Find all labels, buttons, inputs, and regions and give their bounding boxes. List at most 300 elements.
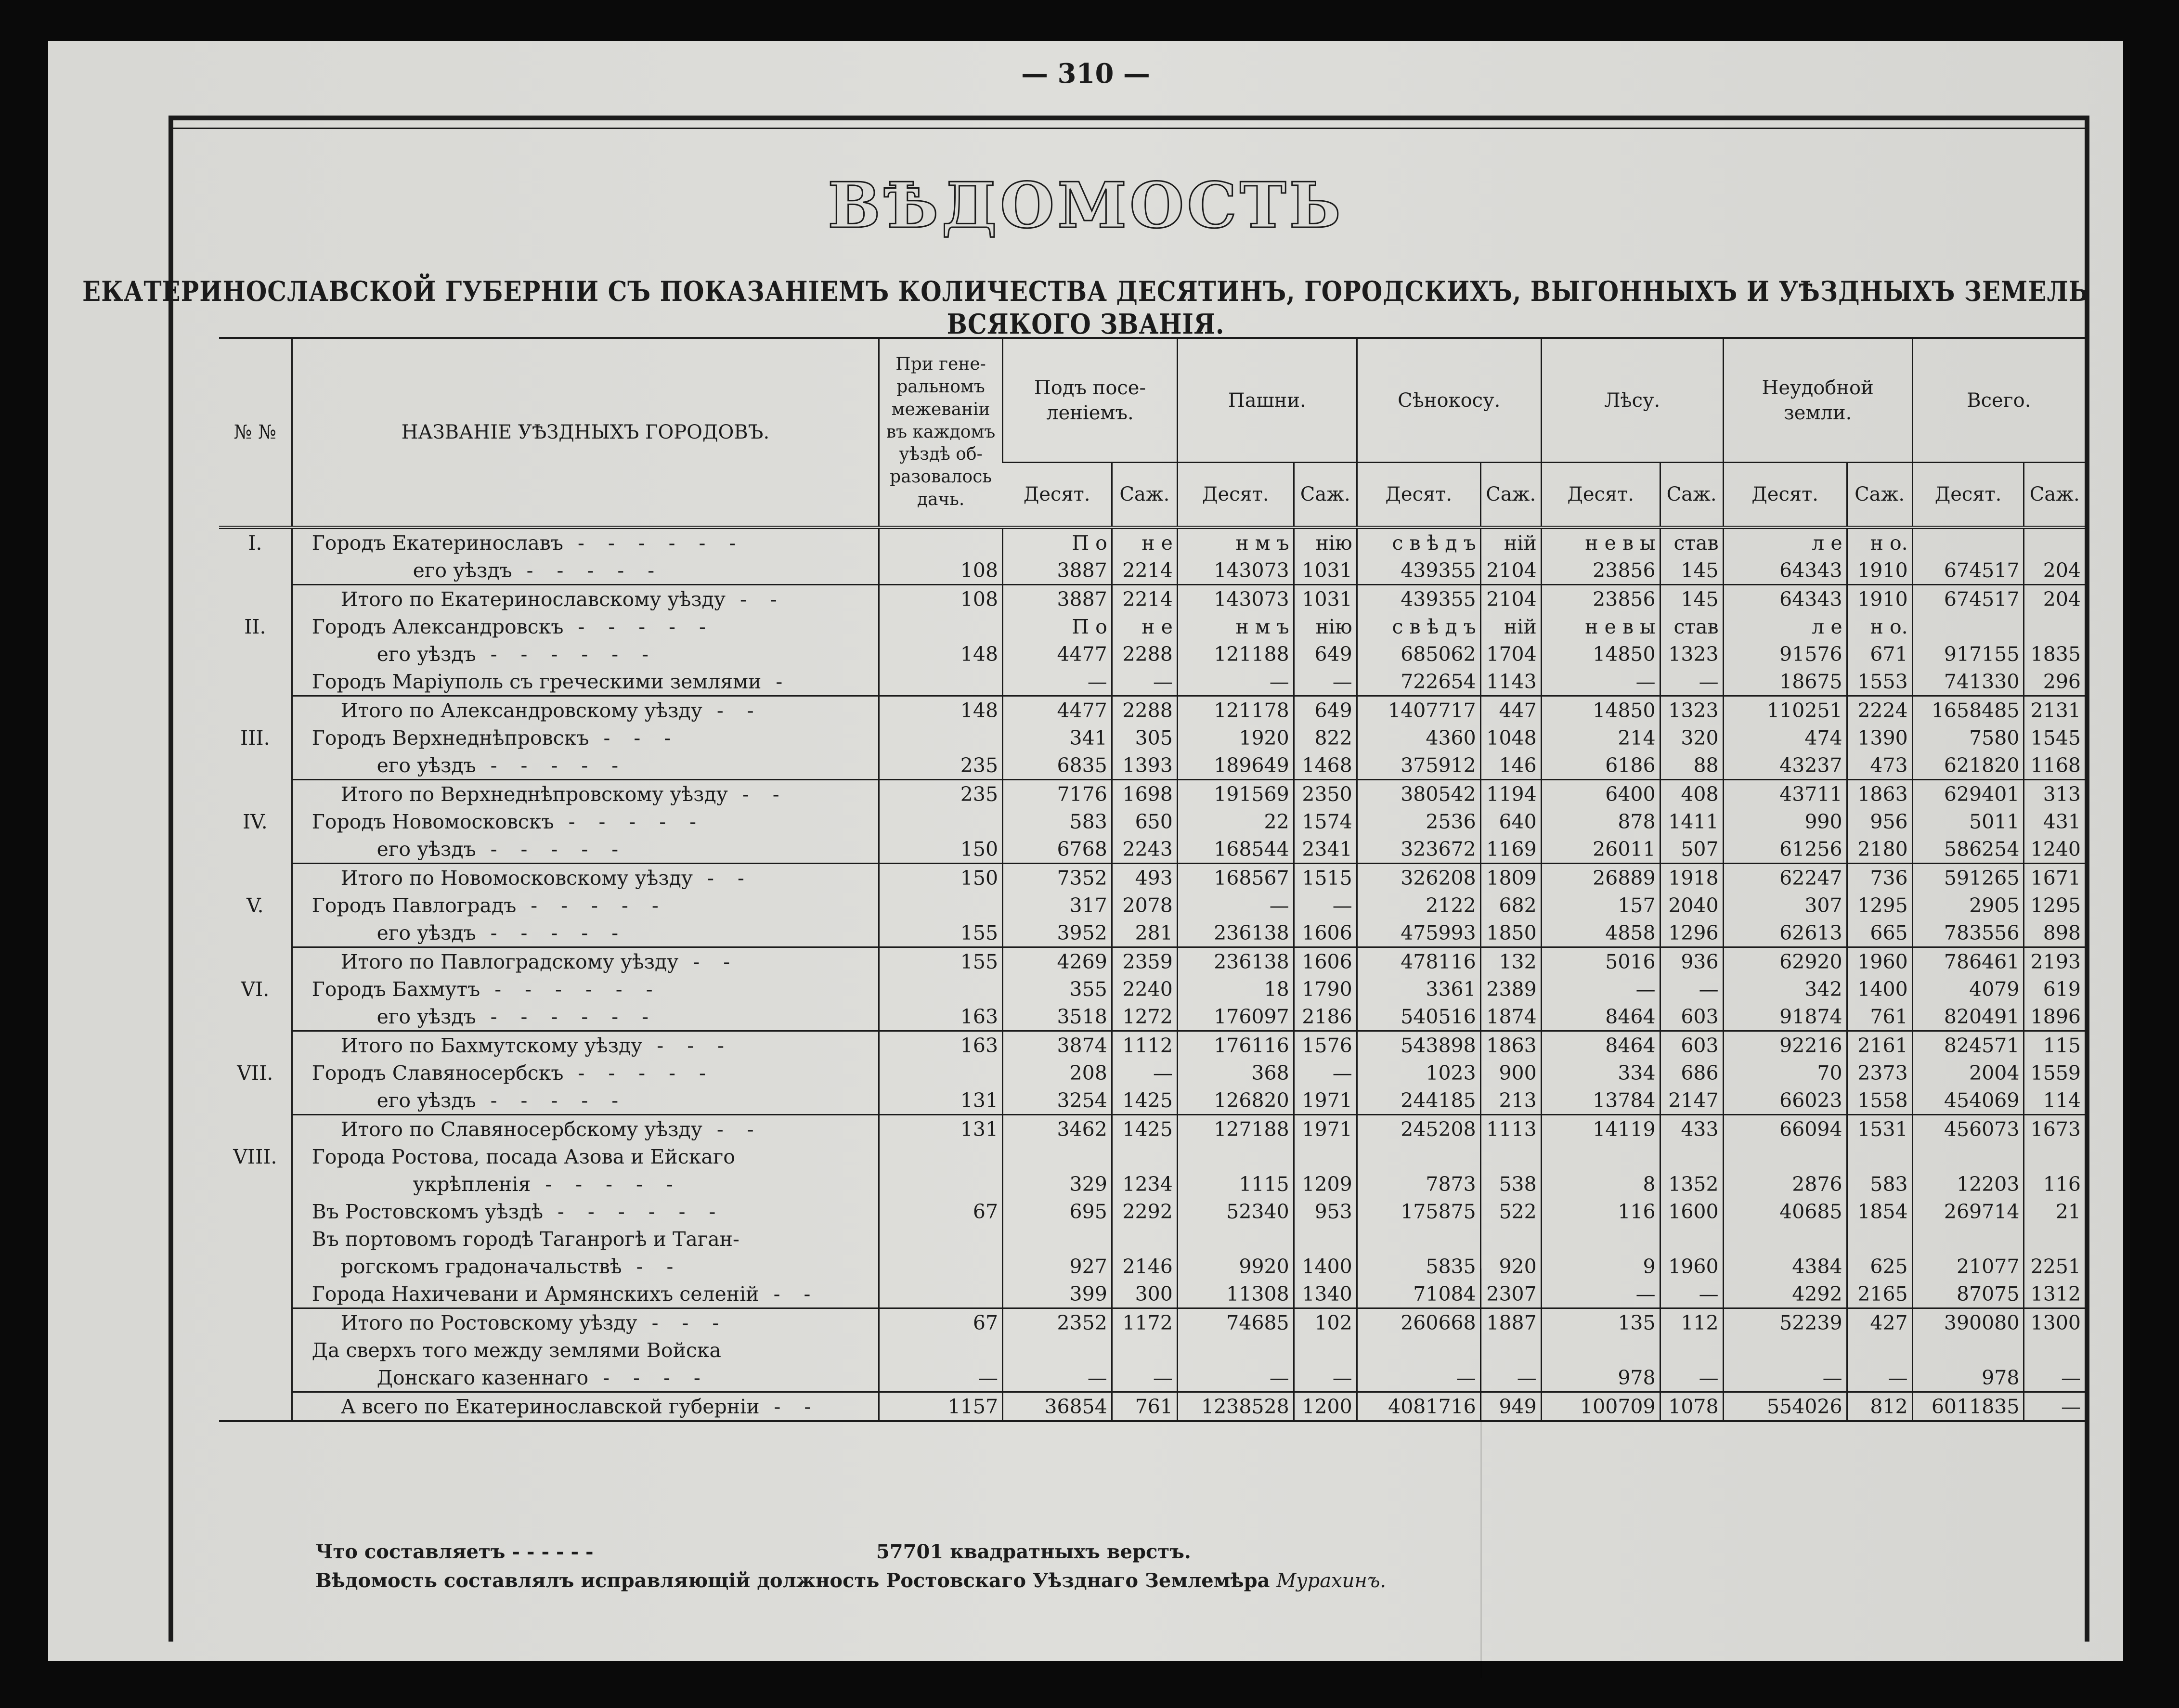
cell-sazh xyxy=(1660,1143,1723,1170)
cell-desyat: 2905 xyxy=(1912,892,2024,919)
cell-sazh: 1558 xyxy=(1847,1087,1912,1115)
cell-desyat xyxy=(1177,1336,1294,1364)
cell-sazh: 1896 xyxy=(2024,1003,2085,1031)
row-dashes: - - xyxy=(693,950,739,973)
cell-desyat: 342 xyxy=(1723,975,1847,1003)
table-row xyxy=(219,1003,2085,1031)
cell-sazh: 1673 xyxy=(2024,1115,2085,1143)
cell-desyat: 8464 xyxy=(1541,1003,1660,1031)
cell-desyat: 62247 xyxy=(1723,864,1847,892)
cell-sazh: — xyxy=(1112,1059,1177,1087)
cell-sazh xyxy=(1112,1225,1177,1253)
cell-sazh: 132 xyxy=(1480,947,1541,976)
row-name-cell xyxy=(292,696,879,725)
cell-sazh: 2214 xyxy=(1112,585,1177,613)
cell-sazh xyxy=(1294,1143,1357,1170)
cell-sazh: — xyxy=(2024,1392,2085,1422)
row-name: Городъ Бахмутъ xyxy=(311,977,480,1001)
cell-desyat xyxy=(1003,1336,1112,1364)
cell-desyat: — xyxy=(1541,1280,1660,1308)
cell-desyat: 390080 xyxy=(1912,1308,2024,1337)
cell-desyat: — xyxy=(1541,668,1660,696)
row-dashes: - - xyxy=(739,587,786,611)
row-number xyxy=(219,835,292,864)
cell-sazh: 408 xyxy=(1660,780,1723,808)
cell-desyat: 341 xyxy=(1003,724,1112,751)
cell-desyat: 741330 xyxy=(1912,668,2024,696)
cell-sazh: 603 xyxy=(1660,1003,1723,1031)
table-row xyxy=(219,528,2085,557)
row-number xyxy=(219,585,292,613)
cell-desyat: 323672 xyxy=(1357,835,1480,864)
cell-sazh: 583 xyxy=(1847,1170,1912,1198)
table-row xyxy=(219,947,2085,976)
cell-sazh: 1272 xyxy=(1112,1003,1177,1031)
cell-desyat: 439355 xyxy=(1357,585,1480,613)
cell-sazh: нію xyxy=(1294,528,1357,557)
cell-desyat: н м ъ xyxy=(1177,528,1294,557)
row-dachas: 67 xyxy=(879,1308,1003,1337)
cell-desyat: 62613 xyxy=(1723,919,1847,947)
cell-sazh: 296 xyxy=(2024,668,2085,696)
cell-sazh: — xyxy=(1480,1364,1541,1392)
row-name: Итого по Ростовскому уѣзду xyxy=(340,1311,637,1334)
cell-desyat xyxy=(1541,1336,1660,1364)
header-settlement: Подъ посе-леніемъ. xyxy=(1003,338,1178,463)
cell-sazh: 761 xyxy=(1112,1392,1177,1422)
row-name-cell xyxy=(292,528,879,557)
cell-sazh: 1790 xyxy=(1294,975,1357,1003)
row-number xyxy=(219,640,292,668)
cell-desyat: н м ъ xyxy=(1177,613,1294,640)
row-dashes: - xyxy=(776,670,791,693)
row-name: Городъ Александровскъ xyxy=(311,615,564,638)
cell-desyat: 36854 xyxy=(1003,1392,1112,1422)
cell-sazh: 1809 xyxy=(1480,864,1541,892)
cell-desyat: 586254 xyxy=(1912,835,2024,864)
row-dachas xyxy=(879,528,1003,557)
cell-desyat: 260668 xyxy=(1357,1308,1480,1337)
cell-desyat: 1407717 xyxy=(1357,696,1480,725)
table-row xyxy=(219,1198,2085,1225)
row-dachas xyxy=(879,724,1003,751)
cell-sazh: 1340 xyxy=(1294,1280,1357,1308)
cell-sazh: 1425 xyxy=(1112,1115,1177,1143)
cell-sazh: 953 xyxy=(1294,1198,1357,1225)
row-dashes: - - xyxy=(636,1255,682,1278)
row-name: его уѣздъ xyxy=(376,837,476,861)
cell-desyat: 6011835 xyxy=(1912,1392,2024,1422)
cell-sazh: — xyxy=(1112,668,1177,696)
cell-desyat: 110251 xyxy=(1723,696,1847,725)
row-name-cell xyxy=(292,640,879,668)
row-name: Итого по Александровскому уѣзду xyxy=(340,699,702,722)
cell-desyat: 70 xyxy=(1723,1059,1847,1087)
row-dachas xyxy=(879,1280,1003,1308)
row-dashes: - - - - xyxy=(603,1366,709,1389)
cell-sazh: 1553 xyxy=(1847,668,1912,696)
cell-desyat: 439355 xyxy=(1357,556,1480,585)
cell-sazh: 2146 xyxy=(1112,1253,1177,1280)
cell-desyat: 7873 xyxy=(1357,1170,1480,1198)
cell-desyat: 6768 xyxy=(1003,835,1112,864)
row-dashes: - - - - - - xyxy=(490,642,657,666)
cell-desyat: 62920 xyxy=(1723,947,1847,976)
cell-sazh: 473 xyxy=(1847,751,1912,780)
document-sheet xyxy=(48,41,2123,1661)
table-row xyxy=(219,668,2085,696)
cell-desyat: — xyxy=(1357,1364,1480,1392)
cell-sazh: 1352 xyxy=(1660,1170,1723,1198)
cell-sazh: 1390 xyxy=(1847,724,1912,751)
row-name: Городъ Новомосковскъ xyxy=(311,810,554,833)
row-number: VIII. xyxy=(233,1145,277,1168)
cell-desyat: 4081716 xyxy=(1357,1392,1480,1422)
row-name: его уѣздъ xyxy=(376,642,476,666)
row-dashes: - - - - - xyxy=(531,893,667,917)
cell-desyat: 22 xyxy=(1177,808,1294,835)
cell-sazh: 1234 xyxy=(1112,1170,1177,1198)
cell-sazh: 1400 xyxy=(1847,975,1912,1003)
cell-desyat: 23856 xyxy=(1541,585,1660,613)
cell-sazh xyxy=(1480,1143,1541,1170)
row-dashes: - - - - - xyxy=(545,1172,682,1196)
row-dachas xyxy=(879,1253,1003,1280)
row-dashes: - - - - - - xyxy=(577,531,745,555)
cell-desyat: 236138 xyxy=(1177,947,1294,976)
cell-sazh: став xyxy=(1660,613,1723,640)
cell-sazh: 320 xyxy=(1660,724,1723,751)
cell-desyat: 7352 xyxy=(1003,864,1112,892)
cell-sazh: 313 xyxy=(2024,780,2085,808)
cell-desyat: 2352 xyxy=(1003,1308,1112,1337)
cell-desyat: 87075 xyxy=(1912,1280,2024,1308)
row-name-cell xyxy=(292,1198,879,1225)
cell-desyat: 554026 xyxy=(1723,1392,1847,1422)
cell-sazh: 1323 xyxy=(1660,640,1723,668)
cell-sazh: 204 xyxy=(2024,585,2085,613)
cell-sazh: 1576 xyxy=(1294,1031,1357,1060)
cell-desyat: — xyxy=(1003,668,1112,696)
row-name-cell xyxy=(292,1170,879,1198)
row-name: его уѣздъ xyxy=(376,1088,476,1112)
cell-sazh xyxy=(2024,1336,2085,1364)
cell-sazh xyxy=(2024,1225,2085,1253)
cell-desyat: 21077 xyxy=(1912,1253,2024,1280)
row-number xyxy=(219,1170,292,1198)
cell-desyat: 4360 xyxy=(1357,724,1480,751)
row-name-cell xyxy=(292,613,879,640)
cell-desyat: — xyxy=(1177,892,1294,919)
cell-sazh: 649 xyxy=(1294,640,1357,668)
row-name: его уѣздъ xyxy=(376,1005,476,1028)
row-name-cell xyxy=(292,892,879,919)
cell-sazh xyxy=(1112,1336,1177,1364)
cell-desyat xyxy=(1723,1143,1847,1170)
cell-sazh: 1960 xyxy=(1660,1253,1723,1280)
row-name: А всего по Екатеринославской губерніи xyxy=(340,1395,760,1418)
row-number xyxy=(219,1336,292,1364)
row-name-cell xyxy=(292,585,879,613)
cell-desyat: П о xyxy=(1003,528,1112,557)
cell-desyat: 1238528 xyxy=(1177,1392,1294,1422)
cell-desyat: 8464 xyxy=(1541,1031,1660,1060)
cell-sazh: 1031 xyxy=(1294,556,1357,585)
table-row xyxy=(219,1087,2085,1115)
cell-desyat: 927 xyxy=(1003,1253,1112,1280)
cell-desyat: 6186 xyxy=(1541,751,1660,780)
table-row xyxy=(219,1170,2085,1198)
cell-desyat: с в ѣ д ъ xyxy=(1357,528,1480,557)
row-dachas: 67 xyxy=(879,1198,1003,1225)
cell-desyat: 127188 xyxy=(1177,1115,1294,1143)
cell-sazh: 2104 xyxy=(1480,556,1541,585)
row-dashes: - - - - - - xyxy=(490,1005,657,1028)
row-name-cell xyxy=(292,1392,879,1422)
footer-signature: Мурахинъ. xyxy=(1276,1570,1387,1592)
cell-sazh: 300 xyxy=(1112,1280,1177,1308)
cell-desyat xyxy=(1003,1143,1112,1170)
cell-sazh: 1200 xyxy=(1294,1392,1357,1422)
cell-sazh: 2373 xyxy=(1847,1059,1912,1087)
table-row xyxy=(219,1143,2085,1170)
cell-desyat: 236138 xyxy=(1177,919,1294,947)
footer-note-text: Вѣдомость составлялъ исправляющій должность Ростовскаго Уѣзднаго Землемѣра xyxy=(315,1569,1270,1592)
cell-sazh: — xyxy=(1660,668,1723,696)
row-name: Въ Ростовскомъ уѣздѣ xyxy=(311,1200,544,1223)
cell-desyat: 454069 xyxy=(1912,1087,2024,1115)
row-dachas: 163 xyxy=(879,1003,1003,1031)
row-name-cell xyxy=(292,1253,879,1280)
cell-sazh: 1300 xyxy=(2024,1308,2085,1337)
row-number: III. xyxy=(240,726,270,750)
row-dachas: 1157 xyxy=(879,1392,1003,1422)
cell-sazh: 1910 xyxy=(1847,556,1912,585)
cell-desyat: 3462 xyxy=(1003,1115,1112,1143)
cell-desyat: 208 xyxy=(1003,1059,1112,1087)
row-dashes: - - - - - xyxy=(490,837,627,861)
subheader-desyat: Десят. xyxy=(1177,463,1294,528)
cell-desyat: 135 xyxy=(1541,1308,1660,1337)
row-dashes: - - - xyxy=(603,726,680,750)
subheader-desyat: Десят. xyxy=(1723,463,1847,528)
cell-desyat: 176116 xyxy=(1177,1031,1294,1060)
subheader-sazh: Саж. xyxy=(1294,463,1357,528)
cell-desyat: 116 xyxy=(1541,1198,1660,1225)
cell-sazh: — xyxy=(1294,1059,1357,1087)
header-no: № № xyxy=(233,421,277,443)
cell-desyat: 245208 xyxy=(1357,1115,1480,1143)
table-body xyxy=(219,528,2085,1422)
cell-desyat: 26011 xyxy=(1541,835,1660,864)
row-number xyxy=(219,751,292,780)
cell-desyat: 329 xyxy=(1003,1170,1112,1198)
table-row xyxy=(219,1225,2085,1253)
row-name: Города Ростова, посада Азова и Ейскаго xyxy=(311,1145,735,1168)
cell-desyat: 1115 xyxy=(1177,1170,1294,1198)
row-name: Донскаго казеннаго xyxy=(376,1366,589,1389)
cell-desyat: 3254 xyxy=(1003,1087,1112,1115)
cell-desyat: 621820 xyxy=(1912,751,2024,780)
cell-desyat: 475993 xyxy=(1357,919,1480,947)
cell-desyat: 71084 xyxy=(1357,1280,1480,1308)
cell-sazh: — xyxy=(1660,975,1723,1003)
cell-desyat: 168544 xyxy=(1177,835,1294,864)
cell-sazh xyxy=(2024,1143,2085,1170)
cell-desyat: 18675 xyxy=(1723,668,1847,696)
cell-sazh xyxy=(1480,1225,1541,1253)
land-statistics-table xyxy=(219,337,2085,1422)
cell-sazh: 2224 xyxy=(1847,696,1912,725)
cell-desyat: с в ѣ д ъ xyxy=(1357,613,1480,640)
row-dashes: - - - - - xyxy=(490,921,627,945)
cell-desyat xyxy=(1357,1336,1480,1364)
cell-desyat: 64343 xyxy=(1723,556,1847,585)
subheader-desyat: Десят. xyxy=(1357,463,1480,528)
cell-desyat: 722654 xyxy=(1357,668,1480,696)
row-name: Итого по Славяносербскому уѣзду xyxy=(340,1117,702,1141)
cell-sazh: — xyxy=(1847,1364,1912,1392)
row-dachas xyxy=(879,808,1003,835)
cell-desyat: 543898 xyxy=(1357,1031,1480,1060)
cell-sazh: 1400 xyxy=(1294,1253,1357,1280)
cell-desyat: 3952 xyxy=(1003,919,1112,947)
row-name: его уѣздъ xyxy=(376,753,476,777)
cell-desyat: 7176 xyxy=(1003,780,1112,808)
cell-sazh: — xyxy=(1660,1280,1723,1308)
cell-sazh: 1545 xyxy=(2024,724,2085,751)
cell-desyat: 191569 xyxy=(1177,780,1294,808)
row-name-cell xyxy=(292,808,879,835)
cell-sazh: 145 xyxy=(1660,556,1723,585)
cell-desyat: 91576 xyxy=(1723,640,1847,668)
row-number xyxy=(219,1003,292,1031)
cell-sazh: 812 xyxy=(1847,1392,1912,1422)
row-name: Городъ Славяносербскъ xyxy=(311,1061,564,1085)
cell-sazh: 493 xyxy=(1112,864,1177,892)
footer-value: 57701 квадратныхъ верстъ. xyxy=(876,1540,1191,1563)
row-dashes: - - - - - xyxy=(578,615,714,638)
cell-sazh xyxy=(1480,1336,1541,1364)
cell-desyat xyxy=(1723,1336,1847,1364)
cell-sazh: 1143 xyxy=(1480,668,1541,696)
cell-sazh: н о. xyxy=(1847,613,1912,640)
cell-sazh: 2214 xyxy=(1112,556,1177,585)
cell-sazh: 433 xyxy=(1660,1115,1723,1143)
cell-sazh: 427 xyxy=(1847,1308,1912,1337)
cell-desyat: 990 xyxy=(1723,808,1847,835)
cell-sazh: 447 xyxy=(1480,696,1541,725)
cell-desyat: 5011 xyxy=(1912,808,2024,835)
page-number: — 310 — xyxy=(1021,58,1150,90)
row-dachas xyxy=(879,613,1003,640)
cell-desyat: н е в ы xyxy=(1541,528,1660,557)
row-number xyxy=(219,556,292,585)
row-name: Въ портовомъ городѣ Таганрогѣ и Таган- xyxy=(311,1227,739,1251)
cell-desyat xyxy=(1357,1225,1480,1253)
cell-desyat: 478116 xyxy=(1357,947,1480,976)
subheader-sazh: Саж. xyxy=(1660,463,1723,528)
row-name: Города Нахичевани и Армянскихъ селеній xyxy=(311,1282,759,1306)
cell-desyat: 1920 xyxy=(1177,724,1294,751)
cell-sazh: 1698 xyxy=(1112,780,1177,808)
cell-desyat: 375912 xyxy=(1357,751,1480,780)
cell-desyat: 629401 xyxy=(1912,780,2024,808)
cell-desyat: 11308 xyxy=(1177,1280,1294,1308)
table-row xyxy=(219,780,2085,808)
cell-desyat: 143073 xyxy=(1177,556,1294,585)
document-subtitle: ЕКАТЕРИНОСЛАВСКОЙ ГУБЕРНІИ СЪ ПОКАЗАНІЕМЪ КОЛИЧЕСТВА ДЕСЯТИНЪ, ГОРОДСКИХЪ, ВЫГОННЫХЪ И УѢЗДНЫХЪ ЗЕМЕЛЬ ВСЯКОГО ЗВАНІЯ. xyxy=(82,275,2089,340)
cell-desyat: 12203 xyxy=(1912,1170,2024,1198)
cell-sazh: ній xyxy=(1480,613,1541,640)
cell-desyat: 917155 xyxy=(1912,640,2024,668)
cell-desyat: 64343 xyxy=(1723,585,1847,613)
subheader-sazh: Саж. xyxy=(1480,463,1541,528)
cell-desyat: 978 xyxy=(1541,1364,1660,1392)
cell-sazh: 281 xyxy=(1112,919,1177,947)
cell-sazh: 305 xyxy=(1112,724,1177,751)
row-dachas: 155 xyxy=(879,947,1003,976)
cell-desyat: 214 xyxy=(1541,724,1660,751)
header-total: Всего. xyxy=(1912,338,2085,463)
row-number xyxy=(219,1115,292,1143)
row-dachas: 235 xyxy=(879,780,1003,808)
cell-desyat: 3887 xyxy=(1003,556,1112,585)
row-name: Итого по Новомосковскому уѣзду xyxy=(340,866,693,890)
row-name-cell xyxy=(292,1143,879,1170)
cell-desyat: 175875 xyxy=(1357,1198,1480,1225)
cell-sazh: 898 xyxy=(2024,919,2085,947)
subheader-desyat: Десят. xyxy=(1003,463,1112,528)
cell-desyat: 307 xyxy=(1723,892,1847,919)
table-row xyxy=(219,864,2085,892)
cell-sazh: 603 xyxy=(1660,1031,1723,1060)
cell-sazh: н о. xyxy=(1847,528,1912,557)
cell-sazh: 649 xyxy=(1294,696,1357,725)
row-dachas xyxy=(879,668,1003,696)
row-dachas xyxy=(879,1059,1003,1087)
cell-desyat: 368 xyxy=(1177,1059,1294,1087)
cell-desyat: 189649 xyxy=(1177,751,1294,780)
cell-sazh: 1323 xyxy=(1660,696,1723,725)
cell-desyat: 66023 xyxy=(1723,1087,1847,1115)
cell-desyat: 7580 xyxy=(1912,724,2024,751)
table-row xyxy=(219,696,2085,725)
cell-desyat: — xyxy=(1177,1364,1294,1392)
cell-sazh: 1194 xyxy=(1480,780,1541,808)
cell-desyat: — xyxy=(1723,1364,1847,1392)
cell-desyat: 43237 xyxy=(1723,751,1847,780)
table-row xyxy=(219,1031,2085,1060)
cell-desyat: 1658485 xyxy=(1912,696,2024,725)
header-dachas: При гене-ральномъ межеваніи въ каждомъ уѣздѣ об-разовалось дачь. xyxy=(879,338,1003,528)
cell-desyat: — xyxy=(1177,668,1294,696)
cell-desyat xyxy=(1541,1143,1660,1170)
row-dashes: - - xyxy=(773,1282,819,1306)
row-dachas: 150 xyxy=(879,835,1003,864)
cell-sazh: 1971 xyxy=(1294,1087,1357,1115)
cell-sazh: 1671 xyxy=(2024,864,2085,892)
cell-desyat: л е xyxy=(1723,613,1847,640)
cell-desyat: 121188 xyxy=(1177,640,1294,668)
cell-sazh: 1515 xyxy=(1294,864,1357,892)
cell-sazh: 2078 xyxy=(1112,892,1177,919)
row-dashes: - - - - - xyxy=(526,558,663,582)
cell-sazh: 1209 xyxy=(1294,1170,1357,1198)
cell-desyat: 168567 xyxy=(1177,864,1294,892)
cell-sazh: 640 xyxy=(1480,808,1541,835)
cell-sazh: 1971 xyxy=(1294,1115,1357,1143)
